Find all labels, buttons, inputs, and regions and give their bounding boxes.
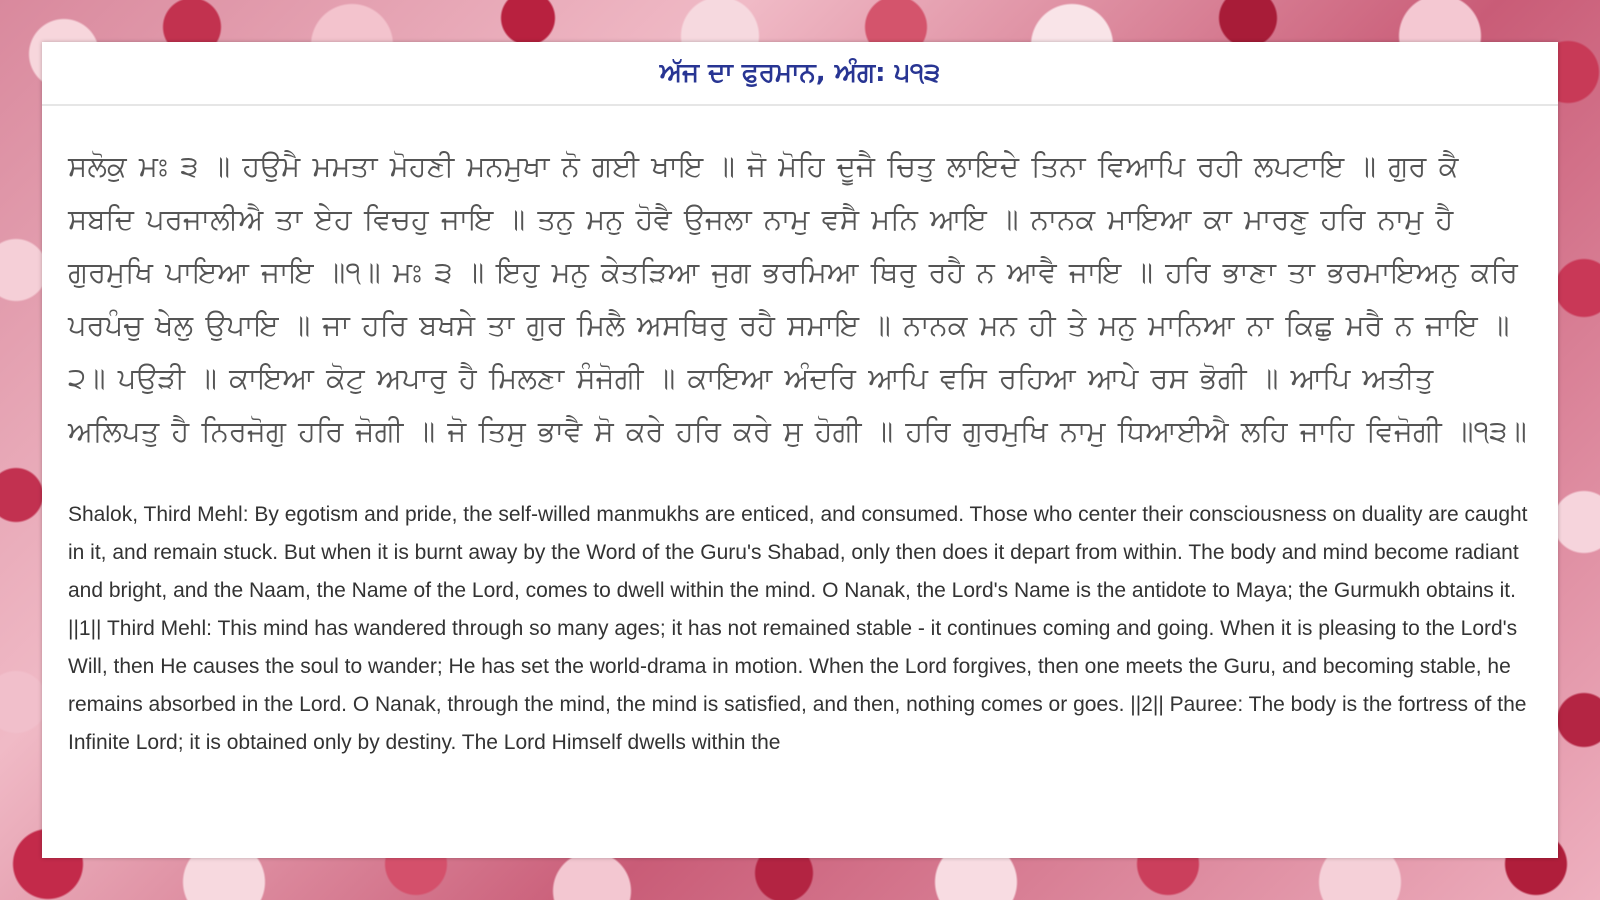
gurbani-text: ਸਲੋਕੁ ਮਃ ੩ ॥ ਹਉਮੈ ਮਮਤਾ ਮੋਹਣੀ ਮਨਮੁਖਾ ਨੋ ਗਈ ਖਾਇ ॥ ਜੋ ਮੋਹਿ ਦੂਜੈ ਚਿਤੁ ਲਾਇਦੇ ਤਿਨਾ ਵਿਆਪਿ ਰਹੀ ਲਪਟਾਇ ॥ ਗੁਰ ਕੈ ਸਬਦਿ ਪਰਜਾਲੀਐ ਤਾ ਏਹ ਵਿਚਹੁ ਜਾਇ ॥ ਤਨੁ ਮਨੁ ਹੋਵੈ ਉਜਲਾ ਨਾਮੁ ਵਸੈ ਮਨਿ ਆਇ ॥ ਨਾਨਕ ਮਾਇਆ ਕਾ ਮਾਰਣੁ ਹਰਿ ਨਾਮੁ ਹੈ ਗੁਰਮੁਖਿ ਪਾਇਆ ਜਾਇ ॥੧॥ ਮਃ ੩ ॥ ਇਹੁ ਮਨੁ ਕੇਤੜਿਆ ਜੁਗ ਭਰਮਿਆ ਥਿਰੁ ਰਹੈ ਨ ਆਵੈ ਜਾਇ ॥ ਹਰਿ ਭਾਣਾ ਤਾ ਭਰਮਾਇਅਨੁ ਕਰਿ ਪਰਪੰਚੁ ਖੇਲੁ ਉਪਾਇ ॥ ਜਾ ਹਰਿ ਬਖਸੇ ਤਾ ਗੁਰ ਮਿਲੈ ਅਸਥਿਰੁ ਰਹੈ ਸਮਾਇ ॥ ਨਾਨਕ ਮਨ ਹੀ ਤੇ ਮਨੁ ਮਾਨਿਆ ਨਾ ਕਿਛੁ ਮਰੈ ਨ ਜਾਇ ॥੨॥ ਪਉੜੀ ॥ ਕਾਇਆ ਕੋਟੁ ਅਪਾਰੁ ਹੈ ਮਿਲਣਾ ਸੰਜੋਗੀ ॥ ਕਾਇਆ ਅੰਦਰਿ ਆਪਿ ਵਸਿ ਰਹਿਆ ਆਪੇ ਰਸ ਭੋਗੀ ॥ ਆਪਿ ਅਤੀਤੁ ਅਲਿਪਤੁ ਹੈ ਨਿਰਜੋਗੁ ਹਰਿ ਜੋਗੀ ॥ ਜੋ ਤਿਸੁ ਭਾਵੈ ਸੋ ਕਰੇ ਹਰਿ ਕਰੇ ਸੁ ਹੋਗੀ ॥ ਹਰਿ ਗੁਰਮੁਖਿ ਨਾਮੁ ਧਿਆਈਐ ਲਹਿ ਜਾਹਿ ਵਿਜੋਗੀ ॥੧੩॥ — [68, 149, 1527, 448]
card-header — [42, 42, 1558, 106]
page-title: ਅੱਜ ਦਾ ਫੁਰਮਾਨ, ਅੰਗ: ੫੧੩ — [659, 57, 941, 88]
english-translation: Shalok, Third Mehl: By egotism and pride, the self-willed manmukhs are enticed, and consumed. Those who center their consciousness on duality are caught in it, and remain stuck. But when it is burnt away by the Word of the Guru's Shabad, only then does it depart from within. The body and mind become radiant and bright, and the Naam, the Name of the Lord, comes to dwell within the mind. O Nanak, the Lord's Name is the antidote to Maya; the Gurmukh obtains it. ||1|| Third Mehl: This mind has wandered through so many ages; it has not remained stable - it continues coming and going. When it is pleasing to the Lord's Will, then He causes the soul to wander; He has set the world-drama in motion. When the Lord forgives, then one meets the Guru, and becoming stable, he remains absorbed in the Lord. O Nanak, through the mind, the mind is satisfied, and then, nothing comes or goes. ||2|| Pauree: The body is the fortress of the Infinite Lord; it is obtained only by destiny. The Lord Himself dwells within the — [68, 503, 1528, 754]
hukamnama-card — [42, 42, 1558, 858]
shabad-content[interactable] — [42, 140, 1558, 762]
